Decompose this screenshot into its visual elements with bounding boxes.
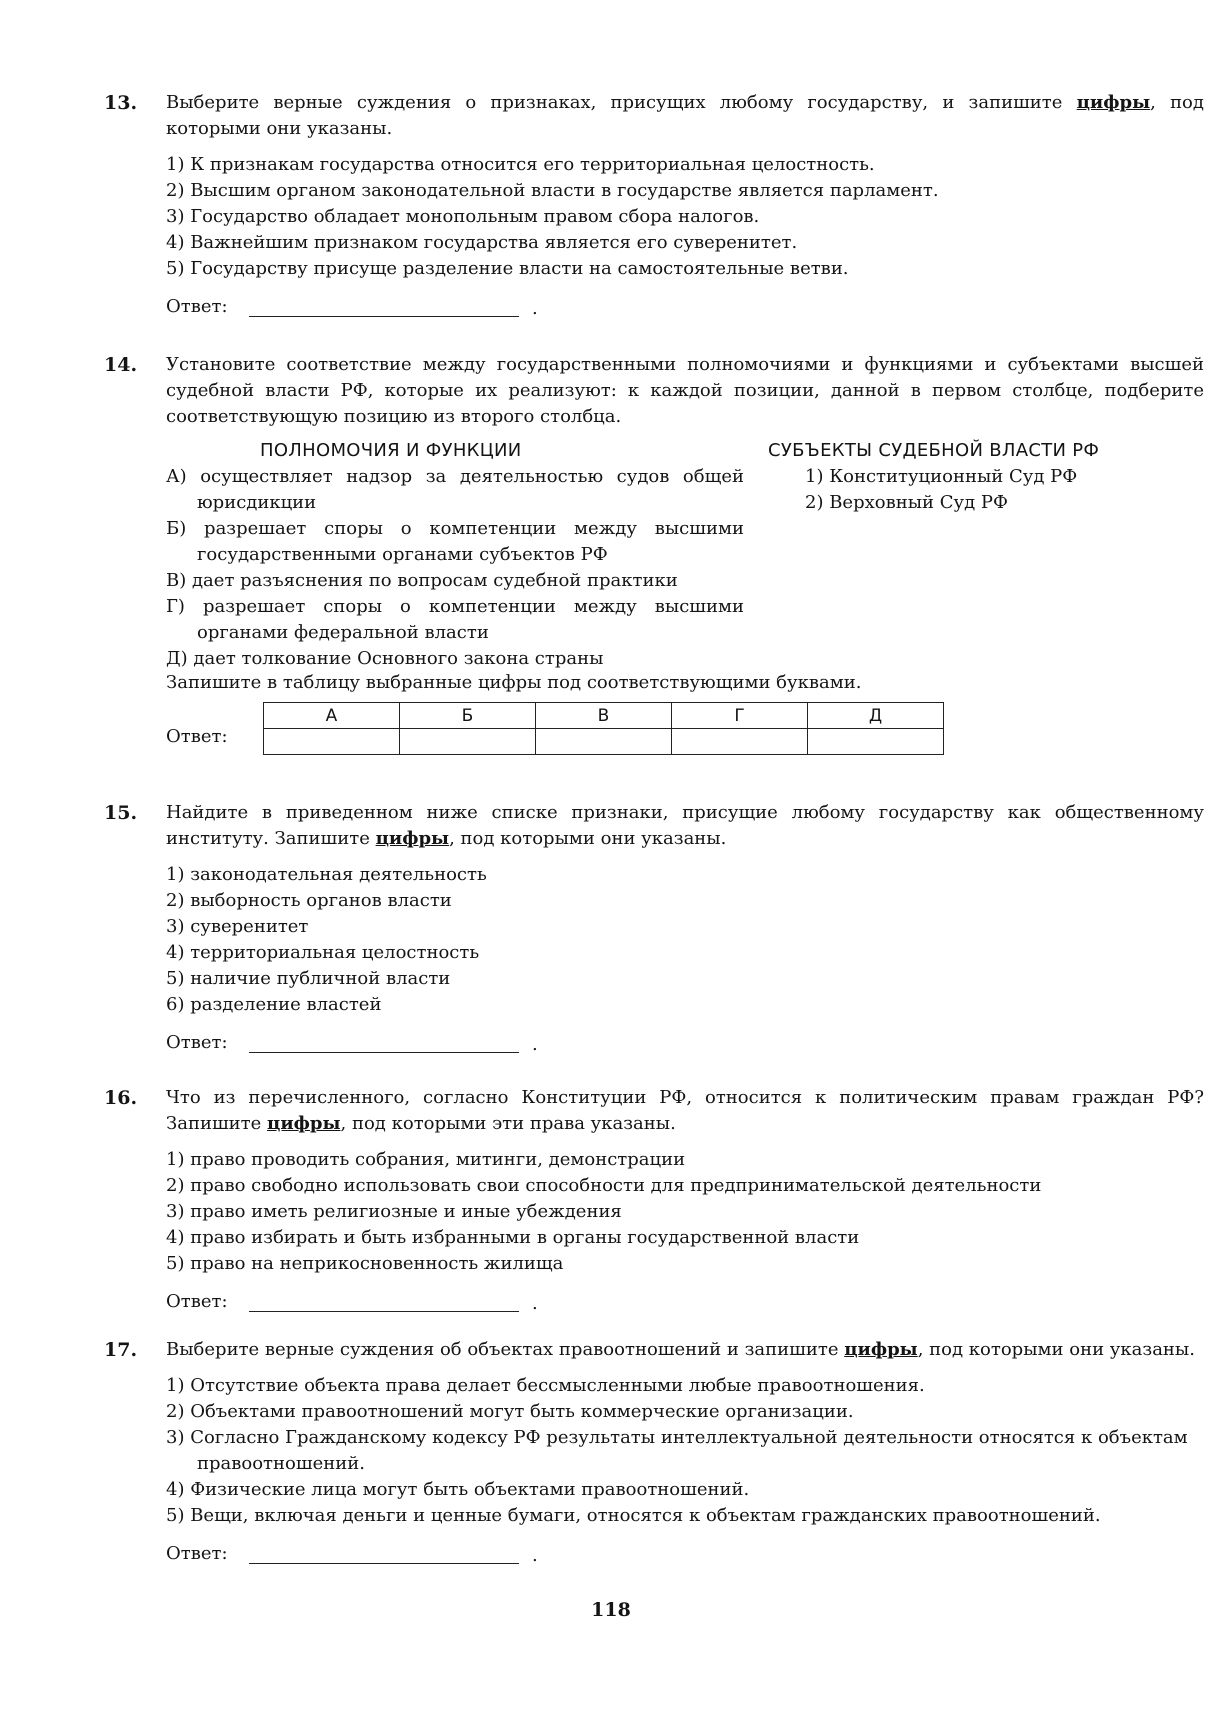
table-header-cell: Д bbox=[808, 703, 944, 729]
emphasis-word: цифры bbox=[375, 828, 450, 849]
answer-line[interactable] bbox=[249, 1563, 519, 1564]
option-item: 3) право иметь религиозные и иные убеждения bbox=[166, 1201, 622, 1222]
answer-table-row bbox=[166, 702, 1204, 762]
answer-cell[interactable] bbox=[672, 729, 808, 755]
task-number: 17. bbox=[104, 1339, 138, 1361]
option-item: 1) право проводить собрания, митинги, демонстрации bbox=[166, 1149, 686, 1170]
left-item: Б) разрешает споры о компетенции между высшими государственными органами субъектов РФ bbox=[166, 518, 744, 565]
task-number: 15. bbox=[104, 802, 138, 824]
task-number: 16. bbox=[104, 1087, 138, 1109]
answer-label: Ответ: bbox=[166, 726, 228, 747]
answer-row: Ответ: . bbox=[166, 1543, 538, 1566]
answer-cell[interactable] bbox=[264, 729, 400, 755]
task-16 bbox=[104, 1085, 1204, 1315]
option-item: 4) территориальная целостность bbox=[166, 942, 480, 963]
left-column-header: ПОЛНОМОЧИЯ И ФУНКЦИИ bbox=[260, 440, 522, 461]
task-question: Выберите верные суждения об объектах правоотношений и запишите цифры, под которыми они указаны. bbox=[166, 1339, 1195, 1360]
left-column bbox=[166, 438, 744, 672]
options-list bbox=[166, 1373, 1204, 1529]
table-instruction: Запишите в таблицу выбранные цифры под соответствующими буквами. bbox=[166, 672, 862, 693]
right-item: 1) Конституционный Суд РФ bbox=[805, 466, 1078, 487]
answer-row: Ответ: . bbox=[166, 1291, 538, 1314]
answer-label: Ответ: bbox=[166, 1543, 228, 1564]
task-15 bbox=[104, 800, 1204, 1056]
page-number: 118 bbox=[591, 1599, 631, 1621]
task-question: Выберите верные суждения о признаках, присущих любому государству, и запишите цифры, под которыми они указаны. bbox=[166, 92, 1204, 139]
task-14 bbox=[104, 352, 1204, 762]
options-list bbox=[166, 1147, 1204, 1277]
option-item: 5) Государству присуще разделение власти на самостоятельные ветви. bbox=[166, 258, 849, 279]
option-item: 6) разделение властей bbox=[166, 994, 382, 1015]
left-item: В) дает разъяснения по вопросам судебной практики bbox=[166, 570, 678, 591]
answer-line[interactable] bbox=[249, 1052, 519, 1053]
left-item: Г) разрешает споры о компетенции между высшими органами федеральной власти bbox=[166, 596, 744, 643]
answer-cell[interactable] bbox=[400, 729, 536, 755]
answer-label: Ответ: bbox=[166, 1032, 228, 1053]
task-number: 14. bbox=[104, 354, 138, 376]
emphasis-word: цифры bbox=[1076, 92, 1151, 113]
option-item: 2) Объектами правоотношений могут быть коммерческие организации. bbox=[166, 1401, 854, 1422]
option-item: 2) Высшим органом законодательной власти в государстве является парламент. bbox=[166, 180, 939, 201]
options-list bbox=[166, 152, 1204, 282]
option-item: 3) суверенитет bbox=[166, 916, 309, 937]
emphasis-word: цифры bbox=[267, 1113, 341, 1134]
left-item: А) осуществляет надзор за деятельностью судов общей юрисдикции bbox=[166, 466, 744, 513]
emphasis-word: цифры bbox=[844, 1339, 918, 1360]
option-item: 1) К признакам государства относится его территориальная целостность. bbox=[166, 154, 875, 175]
option-item: 1) законодательная деятельность bbox=[166, 864, 487, 885]
right-item: 2) Верховный Суд РФ bbox=[805, 492, 1008, 513]
option-item: 5) Вещи, включая деньги и ценные бумаги, относятся к объектам гражданских правоотношений. bbox=[166, 1505, 1101, 1526]
answer-table bbox=[263, 702, 944, 755]
option-item: 3) Государство обладает монопольным правом сбора налогов. bbox=[166, 206, 760, 227]
table-header-cell: А bbox=[264, 703, 400, 729]
table-header-cell: В bbox=[536, 703, 672, 729]
answer-line[interactable] bbox=[249, 1311, 519, 1312]
option-item: 3) Согласно Гражданскому кодексу РФ результаты интеллектуальной деятельности относятся к объектам правоотношений. bbox=[166, 1427, 1188, 1474]
answer-label: Ответ: bbox=[166, 296, 228, 317]
answer-cell[interactable] bbox=[808, 729, 944, 755]
answer-label: Ответ: bbox=[166, 1291, 228, 1312]
left-item: Д) дает толкование Основного закона страны bbox=[166, 648, 604, 669]
option-item: 1) Отсутствие объекта права делает бессмысленными любые правоотношения. bbox=[166, 1375, 925, 1396]
answer-line[interactable] bbox=[249, 316, 519, 317]
answer-cell[interactable] bbox=[536, 729, 672, 755]
table-header-cell: Б bbox=[400, 703, 536, 729]
answer-row: Ответ: . bbox=[166, 1032, 538, 1055]
option-item: 4) Физические лица могут быть объектами правоотношений. bbox=[166, 1479, 750, 1500]
task-13 bbox=[104, 90, 1204, 320]
option-item: 4) Важнейшим признаком государства является его суверенитет. bbox=[166, 232, 798, 253]
option-item: 4) право избирать и быть избранными в органы государственной власти bbox=[166, 1227, 860, 1248]
option-item: 5) право на неприкосновенность жилища bbox=[166, 1253, 564, 1274]
task-17 bbox=[104, 1337, 1204, 1567]
matching-columns bbox=[166, 438, 1204, 670]
task-question: Найдите в приведенном ниже списке признаки, присущие любому государству как общественному институту. Запишите цифры, под которыми они указаны. bbox=[166, 802, 1204, 849]
option-item: 2) выборность органов власти bbox=[166, 890, 452, 911]
task-number: 13. bbox=[104, 92, 138, 114]
right-column-header: СУБЪЕКТЫ СУДЕБНОЙ ВЛАСТИ РФ bbox=[768, 440, 1100, 461]
option-item: 5) наличие публичной власти bbox=[166, 968, 451, 989]
option-item: 2) право свободно использовать свои способности для предпринимательской деятельности bbox=[166, 1175, 1042, 1196]
task-question: Установите соответствие между государственными полномочиями и функциями и субъектами высшей судебной власти РФ, которые их реализуют: к каждой позиции, данной в первом столбце, подберите соответствующую позицию из второго столбца. bbox=[166, 354, 1204, 427]
answer-row: Ответ: . bbox=[166, 296, 538, 319]
task-question: Что из перечисленного, согласно Конституции РФ, относится к политическим правам граждан РФ? Запишите цифры, под которыми эти права указаны. bbox=[166, 1087, 1204, 1134]
options-list bbox=[166, 862, 1204, 1018]
right-column bbox=[768, 438, 1208, 516]
table-header-cell: Г bbox=[672, 703, 808, 729]
